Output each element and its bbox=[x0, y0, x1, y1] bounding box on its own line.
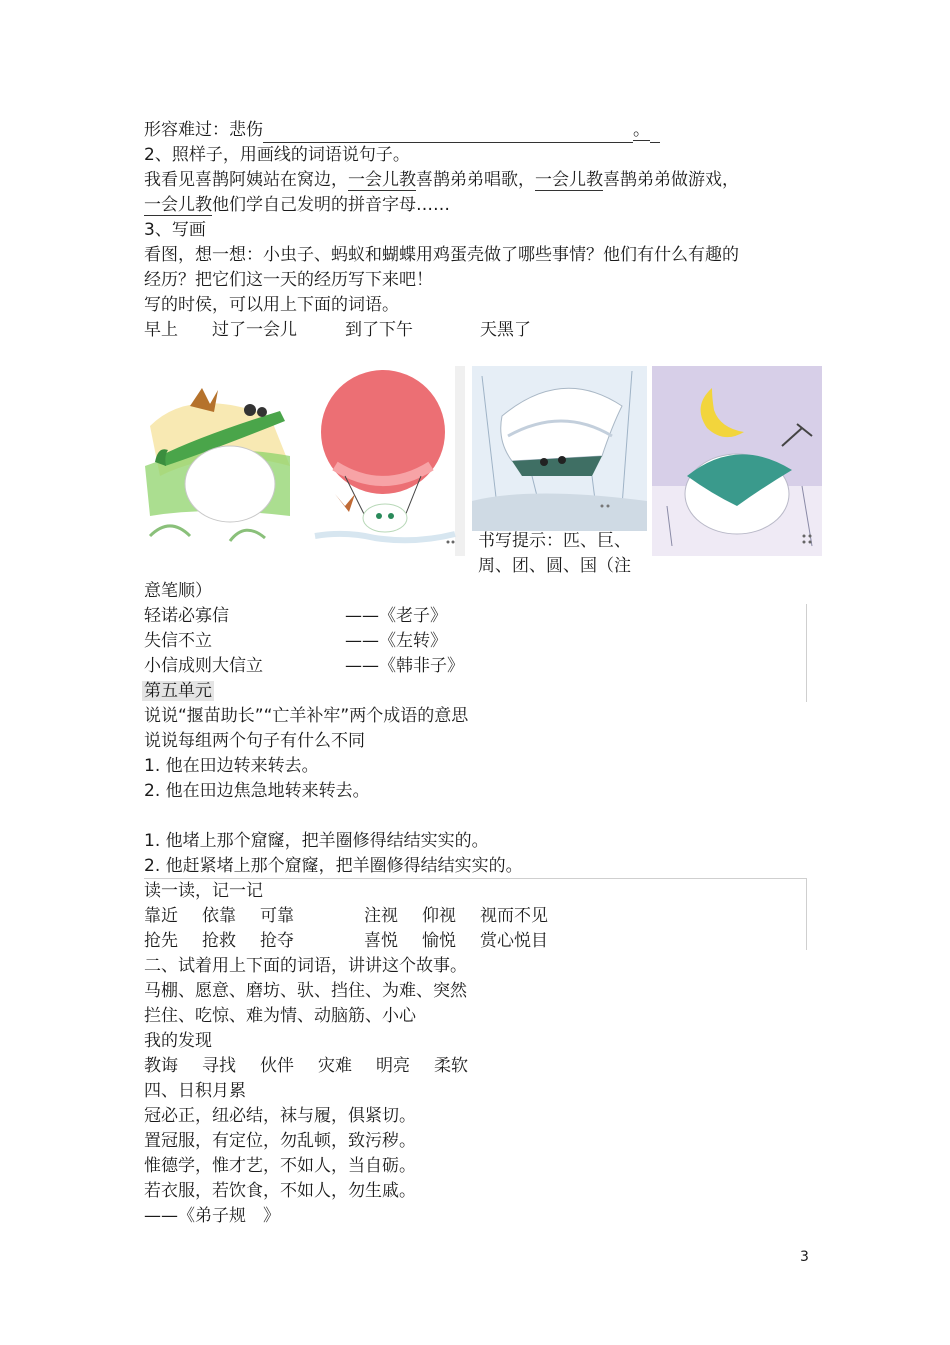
sentence: 1. 他堵上那个窟窿，把羊圈修得结结实实的。 bbox=[144, 831, 489, 851]
example-text: 他们学自己发明的拼音字母…… bbox=[212, 195, 450, 215]
illustration-afternoon bbox=[472, 366, 647, 556]
example-text: 喜鹊弟弟唱歌， bbox=[416, 170, 535, 190]
underlined-phrase: 一会儿教 bbox=[535, 170, 603, 190]
illustration-night bbox=[652, 366, 822, 556]
discover-word: 寻找 bbox=[202, 1056, 236, 1076]
task-2-title: 二、试着用上下面的词语，讲讲这个故事。 bbox=[144, 956, 467, 976]
sentence: 2. 他赶紧堵上那个窟窿，把羊圈修得结结实实的。 bbox=[144, 856, 523, 876]
illustration-morning bbox=[130, 366, 300, 556]
discover-title: 我的发现 bbox=[144, 1031, 212, 1051]
quote-source: ——《老子》 bbox=[345, 606, 447, 626]
discover-word: 明亮 bbox=[376, 1056, 410, 1076]
unit-title-text: 第五单元 bbox=[144, 681, 212, 701]
unit-title bbox=[142, 679, 214, 703]
picture-prompt-line2: 经历？把它们这一天的经历写下来吧！ bbox=[144, 270, 433, 290]
time-word: 过了一会儿 bbox=[212, 320, 297, 340]
read-word: 可靠 bbox=[260, 906, 294, 926]
word-list: 马棚、愿意、磨坊、驮、挡住、为难、突然 bbox=[144, 981, 467, 1001]
quote-source: ——《韩非子》 bbox=[345, 656, 464, 676]
definition-label: 形容难过：悲伤 bbox=[144, 120, 263, 140]
idiom-question: 说说“揠苗助长”“亡羊补牢”两个成语的意思 bbox=[144, 706, 469, 726]
task-4-title: 四、日积月累 bbox=[144, 1081, 246, 1101]
exercise-3-title: 3、写画 bbox=[144, 220, 206, 240]
example-sentence-line2 bbox=[144, 193, 450, 217]
illustration-late-morning bbox=[305, 366, 465, 556]
example-text: 喜鹊弟弟做游戏， bbox=[603, 170, 739, 190]
poem-line: 若衣服，若饮食，不如人，勿生戚。 bbox=[144, 1181, 416, 1201]
discover-word: 柔软 bbox=[434, 1056, 468, 1076]
underlined-phrase: 一会儿教 bbox=[144, 195, 212, 215]
answer-blank-tail bbox=[650, 122, 660, 143]
poem-line: 置冠服，有定位，勿乱顿，致污秽。 bbox=[144, 1131, 416, 1151]
read-word: 靠近 bbox=[144, 906, 178, 926]
read-word: 愉悦 bbox=[422, 931, 456, 951]
exercise-2-title: 2、照样子，用画线的词语说句子。 bbox=[144, 145, 410, 165]
underlined-phrase: 一会儿教 bbox=[348, 170, 416, 190]
read-word: 视而不见 bbox=[480, 906, 548, 926]
poem-source: ——《弟子规 》 bbox=[144, 1206, 280, 1226]
read-word: 仰视 bbox=[422, 906, 456, 926]
time-word: 到了下午 bbox=[345, 320, 413, 340]
sentence: 1. 他在田边转来转去。 bbox=[144, 756, 319, 776]
writing-tip-line2: 周、团、圆、国（注 bbox=[478, 556, 631, 576]
read-word: 依靠 bbox=[202, 906, 236, 926]
definition-line bbox=[144, 118, 660, 142]
example-sentence-line1 bbox=[144, 168, 739, 192]
quote-text: 小信成则大信立 bbox=[144, 656, 263, 676]
read-word: 抢夺 bbox=[260, 931, 294, 951]
time-word: 早上 bbox=[144, 320, 178, 340]
discover-word: 教诲 bbox=[144, 1056, 178, 1076]
word-list: 拦住、吃惊、难为情、动脑筋、小心 bbox=[144, 1006, 416, 1026]
box-rule bbox=[806, 878, 807, 950]
read-word: 注视 bbox=[364, 906, 398, 926]
answer-blank bbox=[263, 122, 633, 143]
discover-word: 伙伴 bbox=[260, 1056, 294, 1076]
quote-text: 失信不立 bbox=[144, 631, 212, 651]
read-word: 抢救 bbox=[202, 931, 236, 951]
read-word: 抢先 bbox=[144, 931, 178, 951]
compare-question: 说说每组两个句子有什么不同 bbox=[144, 731, 365, 751]
sentence: 2. 他在田边焦急地转来转去。 bbox=[144, 781, 370, 801]
writing-tip-line1: 书写提示：匹、巨、 bbox=[478, 531, 631, 551]
read-word: 喜悦 bbox=[364, 931, 398, 951]
time-word: 天黑了 bbox=[480, 320, 531, 340]
example-text: 我看见喜鹊阿姨站在窝边， bbox=[144, 170, 348, 190]
poem-line: 惟德学，惟才艺，不如人，当自砺。 bbox=[144, 1156, 416, 1176]
page-number: 3 bbox=[800, 1249, 809, 1265]
picture-prompt-line1: 看图，想一想：小虫子、蚂蚁和蝴蝶用鸡蛋壳做了哪些事情？他们有什么有趣的 bbox=[144, 245, 739, 265]
read-title: 读一读，记一记 bbox=[144, 881, 263, 901]
quote-source: ——《左转》 bbox=[345, 631, 447, 651]
quote-text: 轻诺必寡信 bbox=[144, 606, 229, 626]
writing-tip-line3: 意笔顺） bbox=[144, 581, 212, 601]
definition-end: 。 bbox=[633, 120, 650, 140]
box-rule bbox=[806, 604, 807, 702]
read-word: 赏心悦目 bbox=[480, 931, 548, 951]
word-hint: 写的时侯，可以用上下面的词语。 bbox=[144, 295, 399, 315]
discover-word: 灾难 bbox=[318, 1056, 352, 1076]
poem-line: 冠必正，纽必结，袜与履，俱紧切。 bbox=[144, 1106, 416, 1126]
